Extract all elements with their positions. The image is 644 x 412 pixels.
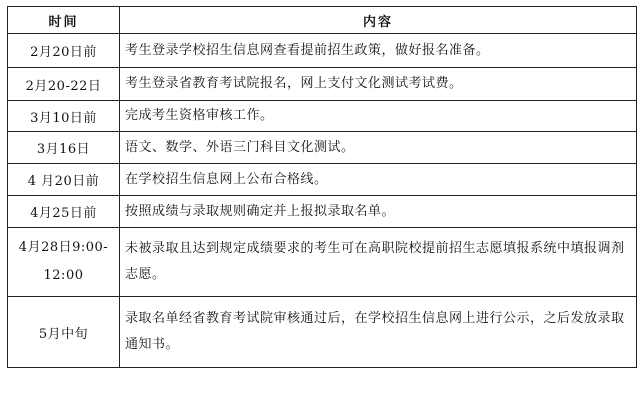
table-row	[8, 68, 637, 101]
row-time-line1: 4月28日9:00-	[18, 240, 109, 255]
row-time: 4月25日前	[8, 196, 120, 228]
row-time: 3月16日	[8, 132, 120, 164]
row-content: 完成考生资格审核工作。	[120, 101, 637, 132]
table-row	[8, 101, 637, 132]
row-content: 考生登录省教育考试院报名，网上支付文化测试考试费。	[120, 68, 637, 101]
row-content: 在学校招生信息网上公布合格线。	[120, 164, 637, 196]
header-time: 时间	[8, 7, 120, 34]
row-time: 2月20日前	[8, 34, 120, 68]
row-time	[8, 228, 120, 297]
row-content: 按照成绩与录取规则确定并上报拟录取名单。	[120, 196, 637, 228]
row-content: 考生登录学校招生信息网查看提前招生政策，做好报名准备。	[120, 34, 637, 68]
header-content: 内容	[120, 7, 637, 34]
admission-schedule-table	[7, 6, 637, 368]
table-row	[8, 297, 637, 368]
row-time: 4 月20日前	[8, 164, 120, 196]
row-time-line2: 12:00	[43, 268, 84, 283]
row-content: 语文、数学、外语三门科目文化测试。	[120, 132, 637, 164]
table-row	[8, 196, 637, 228]
row-content: 录取名单经省教育考试院审核通过后，在学校招生信息网上进行公示，之后发放录取通知书。	[120, 297, 637, 368]
table-row	[8, 132, 637, 164]
row-time: 3月10日前	[8, 101, 120, 132]
table-row	[8, 34, 637, 68]
table-row	[8, 228, 637, 297]
table-header-row	[8, 7, 637, 34]
row-time: 2月20-22日	[8, 68, 120, 101]
table-row	[8, 164, 637, 196]
row-time: 5月中旬	[8, 297, 120, 368]
row-content: 未被录取且达到规定成绩要求的考生可在高职院校提前招生志愿填报系统中填报调剂志愿。	[120, 228, 637, 297]
